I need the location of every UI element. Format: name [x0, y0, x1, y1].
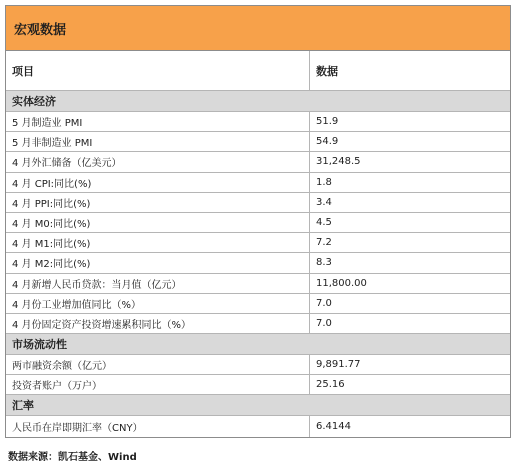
row-label: 4 月 PPI:同比(%): [6, 193, 310, 212]
row-label: 4 月 M1:同比(%): [6, 233, 310, 252]
table-title: 宏观数据: [6, 6, 510, 51]
row-label: 两市融资余额（亿元）: [6, 355, 310, 374]
row-label: 4 月份固定资产投资增速累积同比（%）: [6, 314, 310, 333]
row-value: 54.9: [316, 136, 339, 148]
row-label: 4 月 M2:同比(%): [6, 253, 310, 272]
table-row: [6, 193, 510, 213]
header-item: 项目: [6, 51, 310, 90]
table-row: [6, 355, 510, 375]
row-value: 11,800.00: [316, 277, 367, 289]
section-label: 实体经济: [12, 95, 56, 108]
row-value: 9,891.77: [316, 359, 361, 371]
table-row: [6, 375, 510, 395]
row-label: 4 月外汇储备（亿美元）: [6, 152, 310, 171]
macro-data-table: [5, 5, 511, 438]
row-label: 5 月制造业 PMI: [6, 112, 310, 131]
row-value: 6.4144: [316, 421, 351, 433]
row-label: 投资者账户（万户）: [6, 375, 310, 394]
data-source-note: 数据来源：凯石基金、Wind: [8, 452, 137, 463]
row-value: 8.3: [316, 257, 332, 269]
table-row: [6, 314, 510, 334]
table-row: [6, 233, 510, 253]
row-label: 5 月非制造业 PMI: [6, 132, 310, 151]
row-value: 3.4: [316, 196, 332, 208]
table-row: [6, 112, 510, 132]
section-label: 市场流动性: [12, 338, 67, 352]
table-row: [6, 173, 510, 193]
row-value: 4.5: [316, 217, 332, 229]
table-row: [6, 416, 510, 436]
row-value: 51.9: [316, 116, 339, 128]
section-header-exchange-rate: [6, 395, 510, 416]
table-header-row: [6, 51, 510, 91]
row-label: 4 月份工业增加值同比（%）: [6, 294, 310, 313]
header-data: 数据: [316, 64, 338, 78]
row-value: 1.8: [316, 176, 332, 188]
table-row: [6, 294, 510, 314]
row-value: 7.0: [316, 297, 332, 309]
row-label: 4 月 CPI:同比(%): [6, 173, 310, 192]
row-value: 7.0: [316, 317, 332, 329]
section-label: 汇率: [12, 399, 34, 413]
row-value: 7.2: [316, 237, 332, 249]
row-value: 25.16: [316, 379, 345, 391]
table-row: [6, 132, 510, 152]
table-row: [6, 253, 510, 273]
section-header-real-economy: [6, 91, 510, 112]
section-header-market-liquidity: [6, 334, 510, 355]
row-label: 4 月 M0:同比(%): [6, 213, 310, 232]
table-row: [6, 152, 510, 172]
row-label: 4 月新增人民币贷款：当月值（亿元）: [6, 274, 310, 293]
table-row: [6, 213, 510, 233]
row-value: 31,248.5: [316, 156, 361, 168]
table-row: [6, 274, 510, 294]
row-label: 人民币在岸即期汇率（CNY）: [6, 416, 310, 436]
